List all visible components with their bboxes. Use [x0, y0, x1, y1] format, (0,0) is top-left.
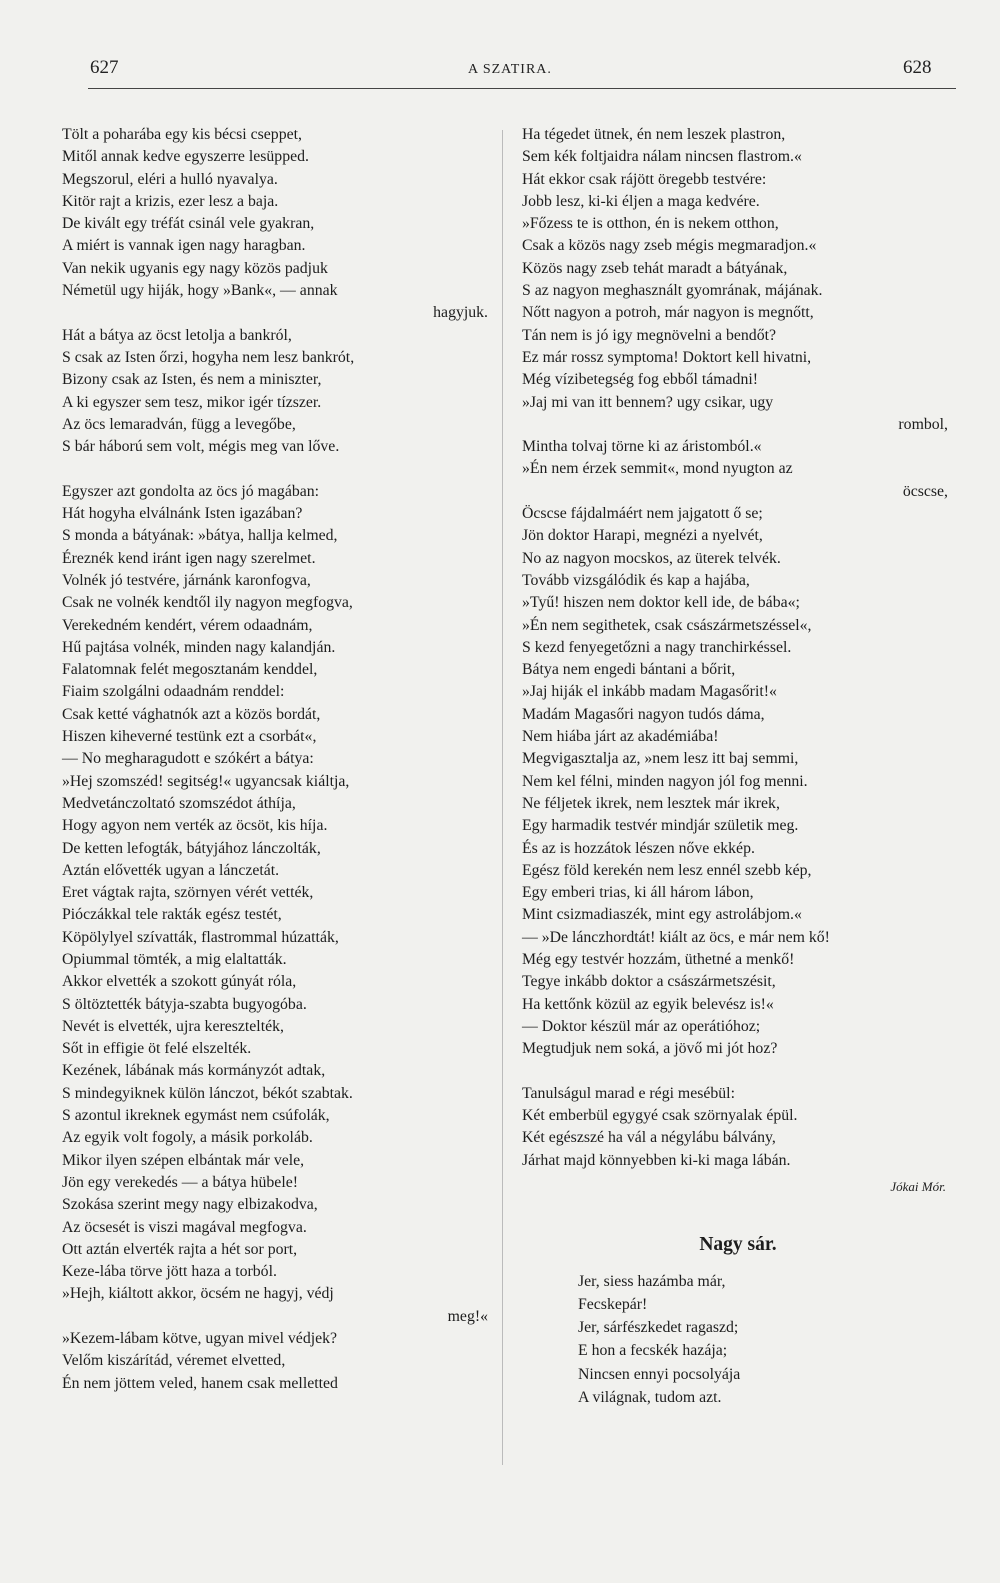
verse-line: Kezének, lábának más kormányzót adtak, [62, 1062, 326, 1080]
verse-line: Megvigasztalja az, »nem lesz itt baj semmi, [522, 750, 799, 768]
verse-line: Megszorul, eléri a hulló nyavalya. [62, 170, 278, 188]
verse-line: S az nagyon meghasznált gyomrának, májának. [522, 282, 823, 300]
verse-line: Hiszen kiheverné testünk ezt a csorbát«, [62, 728, 317, 746]
verse-line: — »De lánczhordtát! kiált az öcs, e már nem kő! [522, 928, 830, 946]
verse-line: Akkor elvették a szokott gúnyát róla, [62, 973, 297, 991]
verse-line: Az egyik volt fogoly, a másik porkoláb. [62, 1129, 313, 1147]
verse-line: S bár háború sem volt, mégis meg van lőve. [62, 438, 340, 456]
verse-line: Hát hogyha elválnánk Isten igazában? [62, 505, 303, 523]
verse-line: Nőtt nagyon a potroh, már nagyon is megnőtt, [522, 304, 814, 322]
verse-line: Aztán elővették ugyan a lánczetát. [62, 861, 280, 879]
verse-line: »Kezem-lábam kötve, ugyan mivel védjek? [62, 1330, 338, 1348]
verse-line: Szokása szerint megy nagy elbizakodva, [62, 1196, 318, 1214]
verse-line: Volnék jó testvére, járnánk karonfogva, [62, 571, 311, 589]
verse-line: Sőt in effigie öt felé elszelték. [62, 1040, 252, 1058]
verse-line: Nevét is elvették, ujra keresztelték, [62, 1017, 284, 1035]
column-divider [502, 130, 503, 1465]
verse-line: A miért is vannak igen nagy haragban. [62, 237, 306, 255]
verse-line: Köpölylyel szívatták, flastrommal húzatták, [62, 928, 339, 946]
verse-line: Medvetánczoltató szomszédot áthíja, [62, 794, 296, 812]
verse-line: Két egészszé ha vál a négylábu bálvány, [522, 1129, 776, 1147]
verse-line: Jer, siess hazámba már, [578, 1272, 726, 1290]
verse-line: Ez már rossz symptoma! Doktort kell hivatni, [522, 348, 812, 366]
verse-line: Mintha tolvaj törne ki az áristomból.« [522, 438, 762, 456]
verse-line: Én nem jöttem veled, hanem csak melletted [62, 1374, 338, 1392]
verse-line: Jer, sárfészkedet ragaszd; [578, 1319, 739, 1337]
verse-line: Egy emberi trias, ki áll három lábon, [522, 884, 754, 902]
verse-line: Tán nem is jó igy megnövelni a bendőt? [522, 326, 777, 344]
verse-line: S azontul ikreknek egymást nem csúfolák, [62, 1107, 330, 1125]
verse-line: »Főzess te is otthon, én is nekem otthon, [522, 215, 779, 233]
verse-line: — No megharagudott e szókért a bátya: [62, 750, 314, 768]
verse-line: Tölt a poharába egy kis bécsi cseppet, [62, 126, 302, 143]
verse-line: Éreznék kend iránt igen nagy szerelmet. [62, 549, 316, 567]
verse-line: Ha kettőnk közül az egyik belevész is!« [522, 995, 774, 1013]
verse-line: Nem kel félni, minden nagyon jól fog menni. [522, 772, 808, 790]
verse-line: »Jaj mi van itt bennem? ugy csikar, ugy [522, 393, 774, 411]
verse-line: Madám Magasőri nagyon tudós dáma, [522, 705, 765, 723]
stanza-gap [522, 1060, 954, 1082]
verse-line: Velőm kiszárítád, véremet elvetted, [62, 1352, 286, 1370]
verse-line: Németül ugy hiják, hogy »Bank«, — annak [62, 282, 338, 300]
verse-line: rombol, [898, 415, 948, 433]
verse-line: Egy harmadik testvér mindjár születik meg. [522, 817, 799, 835]
poem-body [522, 1271, 954, 1411]
verse-line: Még egy testvér hozzám, üthetné a menkő! [522, 950, 795, 968]
verse-line: Tanulságul marad e régi mesébül: [522, 1084, 735, 1102]
verse-line: Ha tégedet ütnek, én nem leszek plastron, [522, 126, 786, 143]
verse-line: És az is hozzátok lészen nőve ekkép. [522, 839, 755, 857]
poem-title: Nagy sár. [699, 1234, 777, 1256]
verse-line: Fecskepár! [578, 1295, 648, 1313]
verse-line: Ott aztán elverték rajta a hét sor port, [62, 1240, 298, 1258]
verse-line: S csak az Isten őrzi, hogyha nem lesz bankrót, [62, 348, 355, 366]
verse-line: »Tyű! hiszen nem doktor kell ide, de bába«; [522, 594, 800, 612]
verse-line: Hát a bátya az öcst letolja a bankról, [62, 326, 292, 344]
verse-line: Még vízibetegség fog ebből támadni! [522, 371, 759, 389]
verse-line: »Hejh, kiáltott akkor, öcsém ne hagyj, védj [62, 1285, 334, 1303]
verse-line: Bátya nem engedi bántani a bőrit, [522, 661, 736, 679]
verse-line: A ki egyszer sem tesz, mikor igér tízszer. [62, 393, 322, 411]
verse-line: öcscse, [902, 482, 948, 500]
verse-line: meg!« [447, 1307, 488, 1325]
verse-line: S mindegyiknek külön lánczot, békót szabtak. [62, 1084, 353, 1102]
verse-line: Fiaim szolgálni odaadnám renddel: [62, 683, 285, 701]
verse-line: Sem kék foltjaidra nálam nincsen flastrom.« [522, 148, 802, 166]
verse-line: Megtudjuk nem soká, a jövő mi jót hoz? [522, 1040, 778, 1058]
verse-line: Tovább vizsgálódik és kap a hajába, [522, 571, 750, 589]
verse-line: — Doktor készül már az operátióhoz; [522, 1017, 761, 1035]
verse-line: Csak ne volnék kendtől ily nagyon megfogva, [62, 594, 353, 612]
verse-line: A világnak, tudom azt. [578, 1389, 722, 1407]
verse-line: Mitől annak kedve egyszerre lesüpped. [62, 148, 309, 166]
verse-line: Opiummal tömték, a mig elaltatták. [62, 950, 287, 968]
verse-line: »Én nem érzek semmit«, mond nyugton az [522, 460, 793, 478]
verse-line: Falatomnak felét megosztanám kenddel, [62, 661, 318, 679]
verse-line: »Hej szomszéd! segitség!« ugyancsak kiáltja, [62, 772, 350, 790]
verse-line: Eret vágtak rajta, szörnyen vérét vették, [62, 884, 314, 902]
verse-line: »Én nem segithetek, csak császármetszéssel«, [522, 616, 812, 634]
verse-line: Járhat majd könnyebben ki-ki maga lábán. [522, 1151, 791, 1169]
verse-line: S monda a bátyának: »bátya, hallja kelmed, [62, 527, 338, 545]
verse-line: Egész föld kerekén nem lesz ennél szebb kép, [522, 861, 812, 879]
verse-line: Keze-lába törve jött haza a torból. [62, 1263, 277, 1281]
right-column [522, 124, 954, 1410]
verse-line: Bizony csak az Isten, és nem a miniszter, [62, 371, 322, 389]
verse-line: S öltöztették bátyja-szabta bugyogóba. [62, 995, 307, 1013]
verse-line: No az nagyon mocskos, az üterek telvék. [522, 549, 781, 567]
verse-line: Egyszer azt gondolta az öcs jó magában: [62, 482, 320, 500]
verse-line: Csak ketté vághatnók azt a közös bordát, [62, 705, 321, 723]
verse-line: E hon a fecskék hazája; [578, 1342, 728, 1360]
page-number-left: 627 [90, 57, 119, 78]
header-rule [88, 88, 956, 89]
verse-line: Ne féljetek ikrek, nem lesztek már ikrek, [522, 794, 780, 812]
verse-line: Közös nagy zseb tehát maradt a bátyának, [522, 259, 788, 277]
verse-line: Nincsen ennyi pocsolyája [578, 1365, 741, 1383]
verse-line: De kivált egy tréfát csinál vele gyakran, [62, 215, 315, 233]
verse-line: Az öcs lemaradván, függ a levegőbe, [62, 415, 296, 433]
author-signature: Jókai Mór. [890, 1178, 946, 1194]
verse-line: Hát ekkor csak rájött öregebb testvére: [522, 170, 767, 188]
verse-line: S kezd fenyegetőzni a nagy tranchirkéssel. [522, 638, 792, 656]
verse-line: Nem hiába járt az akadémiába! [522, 728, 719, 746]
verse-line: Jobb lesz, ki-ki éljen a maga kedvére. [522, 192, 760, 210]
verse-line: Jön egy verekedés — a bátya hübele! [62, 1173, 298, 1191]
verse-line: Verekedném kendért, vérem odaadnám, [62, 616, 313, 634]
verse-line: Két emberbül egygyé csak szörnyalak épül. [522, 1107, 798, 1125]
verse-line: Van nekik ugyanis egy nagy közös padjuk [62, 259, 328, 277]
verse-line: Jön doktor Harapi, megnézi a nyelvét, [522, 527, 763, 545]
verse-line: Pióczákkal tele rakták egész testét, [62, 906, 282, 924]
page-number-right: 628 [903, 57, 932, 78]
verse-line: hagyjuk. [433, 304, 488, 322]
verse-line: Tegye inkább doktor a császármetszésit, [522, 973, 776, 991]
verse-line: Hogy agyon nem verték az öcsöt, kis híja. [62, 817, 328, 835]
verse-line: Hű pajtása volnék, minden nagy kalandján. [62, 638, 336, 656]
verse-line: Mikor ilyen szépen elbántak már vele, [62, 1151, 305, 1169]
verse-line: »Jaj hiják el inkább madam Magasőrit!« [522, 683, 777, 701]
verse-line: Öcscse fájdalmáért nem jajgatott ő se; [522, 505, 763, 523]
verse-line: Mint csizmadiaszék, mint egy astrolábjom.« [522, 906, 802, 924]
left-column [62, 124, 494, 1395]
running-title: A SZATIRA. [468, 62, 552, 77]
verse-line: Az öcsesét is viszi magával megfogva. [62, 1218, 307, 1236]
verse-line: Csak a közös nagy zseb mégis megmaradjon.« [522, 237, 817, 255]
right-column-lines [522, 124, 954, 1172]
verse-line: Kitör rajt a krizis, ezer lesz a baja. [62, 192, 279, 210]
verse-line: De ketten lefogták, bátyjához lánczolták, [62, 839, 321, 857]
stanza-gap [62, 458, 494, 480]
